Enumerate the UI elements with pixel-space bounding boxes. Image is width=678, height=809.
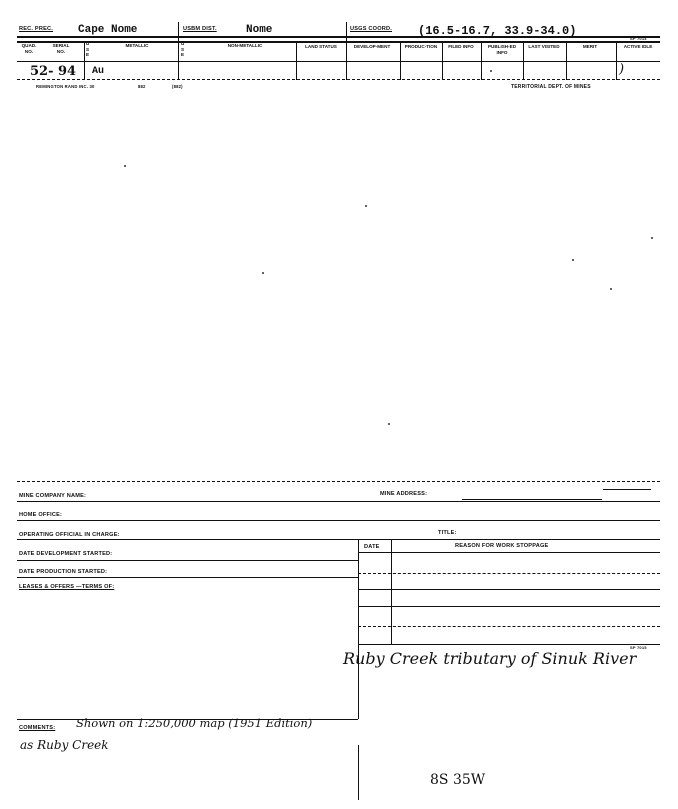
rec-prec-value: Cape Nome (78, 24, 138, 36)
printer-imprint: REMINGTON RAND INC. 30 (36, 84, 95, 89)
row2-rule (17, 520, 660, 521)
center-divider-lower (358, 745, 359, 800)
usbm-dist-label: USBM DIST. (183, 26, 217, 32)
col-metallic: METALLIC (125, 43, 149, 48)
row-bottom-rule (17, 79, 660, 80)
mine-address-label: MINE ADDRESS: (380, 491, 428, 497)
col-div-g (566, 41, 567, 80)
location-note: Ruby Creek tributary of Sinuk River (343, 649, 637, 668)
col-development: DEVELOP-MENT (353, 44, 391, 49)
col-land-status: LAND STATUS (305, 44, 337, 49)
center-divider (358, 539, 359, 719)
col-div-f (523, 41, 524, 80)
date-prod-started-label: DATE PRODUCTION STARTED: (19, 569, 108, 575)
stoppage-row-rule-2 (358, 606, 660, 607)
row1-rule (17, 501, 660, 502)
reason-column-header: REASON FOR WORK STOPPAGE (455, 543, 549, 549)
operating-official-label: OPERATING OFFICIAL IN CHARGE: (19, 532, 120, 538)
col-non-metallic: NON-METALLIC (227, 43, 263, 48)
col-div-b (296, 41, 297, 80)
col-active-idle: ACTIVE IDLE (623, 44, 653, 49)
col-div-d (442, 41, 443, 80)
stoppage-row-rule-3 (358, 626, 660, 627)
col-use-left: U S E (86, 41, 90, 57)
stoppage-row-rule-4 (358, 644, 660, 645)
metallic-value: Au (92, 66, 105, 77)
speck (124, 165, 126, 167)
comments-line-1: Shown on 1:250,000 map (1951 Edition) (76, 716, 313, 730)
active-idle-mark: ) (619, 62, 625, 77)
work-stoppage-header-rule (358, 552, 660, 553)
home-office-label: HOME OFFICE: (19, 512, 63, 518)
subheader-rule (17, 61, 660, 62)
col-filed-info: FILED INFO (448, 44, 474, 49)
township-range: 8S 35W (430, 772, 486, 788)
leases-label: LEASES & OFFERS —TERMS OF: (19, 584, 115, 590)
card-top-rule (17, 481, 660, 482)
col-use-right: U S E (181, 41, 185, 57)
date-dev-started-label: DATE DEVELOPMENT STARTED: (19, 551, 113, 557)
usgs-coord-label: USGS COORD. (350, 26, 392, 32)
col-last-visited: LAST VISITED (528, 44, 560, 49)
col-production: PRODUC-TION (404, 44, 438, 49)
date-column-header: DATE (364, 544, 380, 550)
quad-serial-value: 52- 94 (30, 64, 77, 79)
usbm-dist-value: Nome (246, 24, 273, 36)
speck (651, 237, 653, 239)
speck (365, 205, 367, 207)
comments-label: COMMENTS: (19, 725, 56, 731)
col-div-e (481, 41, 482, 80)
col-published-info: PUBLISH-ED INFO (487, 44, 517, 55)
row5-rule (17, 577, 358, 578)
stoppage-row-rule-1 (358, 589, 660, 590)
col-div-a (84, 41, 85, 80)
rec-prec-label: REC. PREC. (19, 26, 54, 32)
usgs-coord-value: (16.5-16.7, 33.9-34.0) (418, 24, 577, 38)
comments-line-2: as Ruby Creek (20, 738, 109, 752)
header-divider-2 (346, 22, 347, 80)
speck (388, 423, 390, 425)
form-number-2: SP 7015 (630, 645, 647, 650)
col-div-h (616, 41, 617, 80)
mine-address-line (462, 499, 602, 500)
speck (610, 288, 612, 290)
printer-code-1: 882 (138, 84, 146, 89)
row5-right-rule (358, 573, 660, 574)
dept-imprint: TERRITORIAL DEPT. OF MINES (511, 84, 591, 90)
row4-rule (17, 560, 358, 561)
form-number: SP 7014 (630, 36, 647, 41)
speck (262, 272, 264, 274)
mine-company-name-label: MINE COMPANY NAME: (19, 493, 87, 499)
top-right-mark (603, 489, 651, 490)
row3-rule (17, 539, 660, 540)
col-serial: SERIAL NO. (52, 43, 70, 54)
col-div-c (400, 41, 401, 80)
col-merit: MERIT (582, 44, 598, 49)
col-quad: QUAD. NO. (21, 43, 37, 54)
date-col-divider (391, 539, 392, 644)
filed-info-dot (490, 70, 492, 72)
header-divider-1 (178, 22, 179, 80)
printer-code-2: (882) (172, 84, 183, 89)
speck (572, 259, 574, 261)
title-label: TITLE: (438, 530, 457, 536)
